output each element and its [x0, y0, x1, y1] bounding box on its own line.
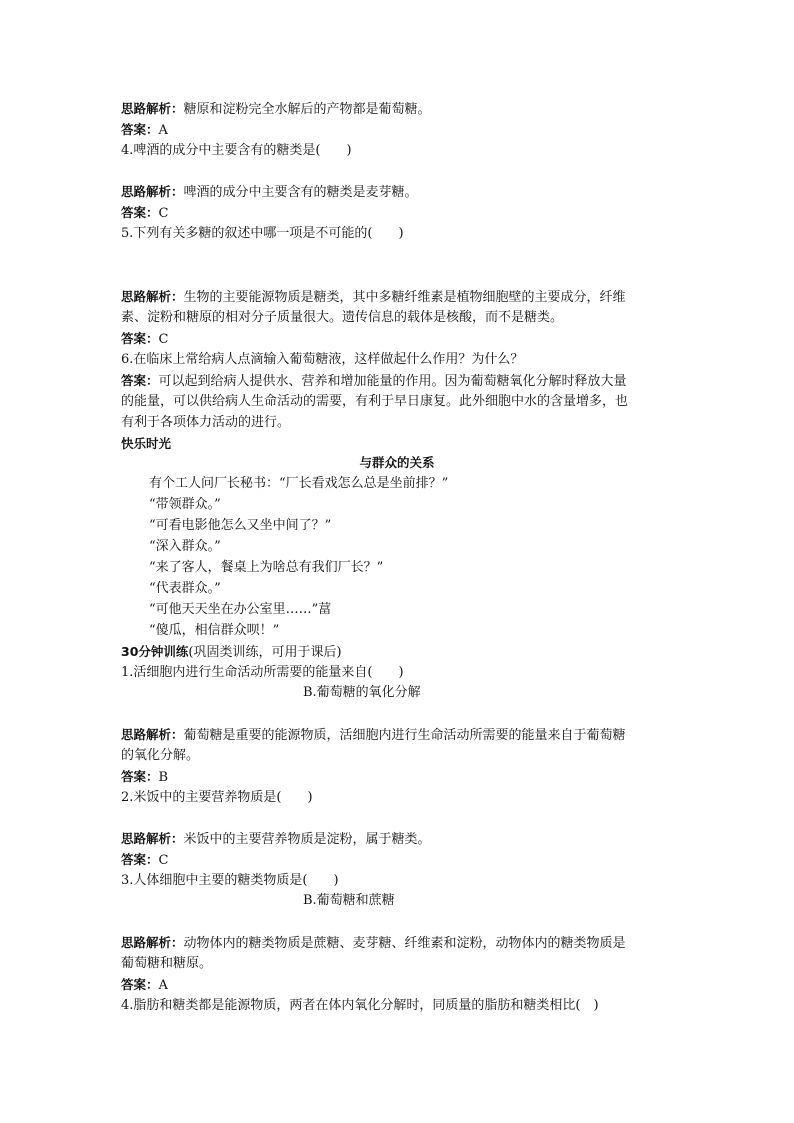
story-title: 与群众的关系 — [359, 455, 435, 470]
analysis-label: 思路解析： — [121, 935, 184, 950]
answer-label: 答案： — [121, 373, 159, 388]
analysis-label: 思路解析： — [121, 727, 184, 742]
q4-analysis: 思路解析：啤酒的成分中主要含有的糖类是麦芽糖。 — [121, 184, 418, 200]
t1-answer: 答案：B — [121, 769, 169, 785]
answer-label: 答案： — [121, 331, 159, 346]
t2-analysis: 思路解析：米饭中的主要营养物质是淀粉，属于糖类。 — [121, 831, 431, 847]
answer-label: 答案： — [121, 769, 159, 784]
analysis-label: 思路解析： — [121, 184, 184, 199]
q4-answer: 答案：C — [121, 205, 169, 221]
happy-heading: 快乐时光 — [121, 436, 172, 451]
story-line: “可看电影他怎么又坐中间了？” — [149, 518, 332, 533]
q4-stem: 4.啤酒的成分中主要含有的糖类是( ) — [121, 143, 352, 158]
answer-label: 答案： — [121, 977, 159, 992]
story-line: “可他天天坐在办公室里……”葍 — [149, 602, 332, 617]
q6-answer: 答案：可以起到给病人提供水、营养和增加能量的作用。因为葡萄糖氧化分解时释放大量 — [121, 373, 627, 389]
q5-analysis: 思路解析：生物的主要能源物质是糖类，其中多糖纤维素是植物细胞壁的主要成分，纤维 — [121, 289, 626, 305]
answer-label: 答案： — [121, 852, 159, 867]
t3-analysis: 思路解析：动物体内的糖类物质是蔗糖、麦芽糖、纤维素和淀粉，动物体内的糖类物质是 — [121, 935, 626, 951]
t3-answer: 答案：A — [121, 977, 168, 993]
analysis-label: 思路解析： — [121, 289, 184, 304]
t1-stem: 1.活细胞内进行生命活动所需要的能量来自( ) — [121, 665, 404, 680]
t1-option-b: B.葡萄糖的氧化分解 — [303, 685, 421, 700]
story-line: “带领群众。” — [149, 497, 221, 512]
story-line: “傻瓜，相信群众呗！” — [149, 623, 280, 638]
q4a-answer: 答案：A — [121, 122, 168, 138]
t3-analysis-cont: 葡萄糖和糖原。 — [121, 956, 213, 971]
q6-stem: 6.在临床上常给病人点滴输入葡萄糖液，这样做起什么作用？为什么？ — [121, 352, 524, 367]
answer-label: 答案： — [121, 122, 159, 137]
story-line: “深入群众。” — [149, 539, 221, 554]
training-heading: 30分钟训练(巩固类训练，可用于课后) — [121, 644, 342, 660]
t3-stem: 3.人体细胞中主要的糖类物质是( ) — [121, 873, 339, 888]
t3-option-b: B.葡萄糖和蔗糖 — [303, 893, 395, 908]
q5-answer: 答案：C — [121, 331, 169, 347]
q4a-analysis: 思路解析：糖原和淀粉完全水解后的产物都是葡萄糖。 — [121, 101, 431, 117]
story-line: 有个工人问厂长秘书：“厂长看戏怎么总是坐前排？” — [149, 476, 449, 491]
analysis-label: 思路解析： — [121, 831, 184, 846]
q6-answer-cont2: 有利于各项体力活动的进行。 — [121, 415, 291, 430]
q5-analysis-cont: 素、淀粉和糖原的相对分子质量很大。遗传信息的载体是核酸，而不是糖类。 — [121, 310, 564, 325]
t2-stem: 2.米饭中的主要营养物质是( ) — [121, 790, 313, 805]
q5-stem: 5.下列有关多糖的叙述中哪一项是不可能的( ) — [121, 226, 404, 241]
q6-answer-cont1: 的能量，可以供给病人生命活动的需要，有利于早日康复。此外细胞中水的含量增多，也 — [121, 394, 629, 409]
story-line: “代表群众。” — [149, 581, 221, 596]
t4-stem: 4.脂肪和糖类都是能源物质，两者在体内氧化分解时，同质量的脂肪和糖类相比( ) — [121, 998, 599, 1013]
story-line: “来了客人，餐桌上为啥总有我们厂长？” — [149, 560, 384, 575]
t1-analysis-cont: 的氧化分解。 — [121, 748, 200, 763]
t1-analysis: 思路解析：葡萄糖是重要的能源物质，活细胞内进行生命活动所需要的能量来自于葡萄糖 — [121, 727, 626, 743]
answer-label: 答案： — [121, 205, 159, 220]
t2-answer: 答案：C — [121, 852, 169, 868]
analysis-label: 思路解析： — [121, 101, 184, 116]
